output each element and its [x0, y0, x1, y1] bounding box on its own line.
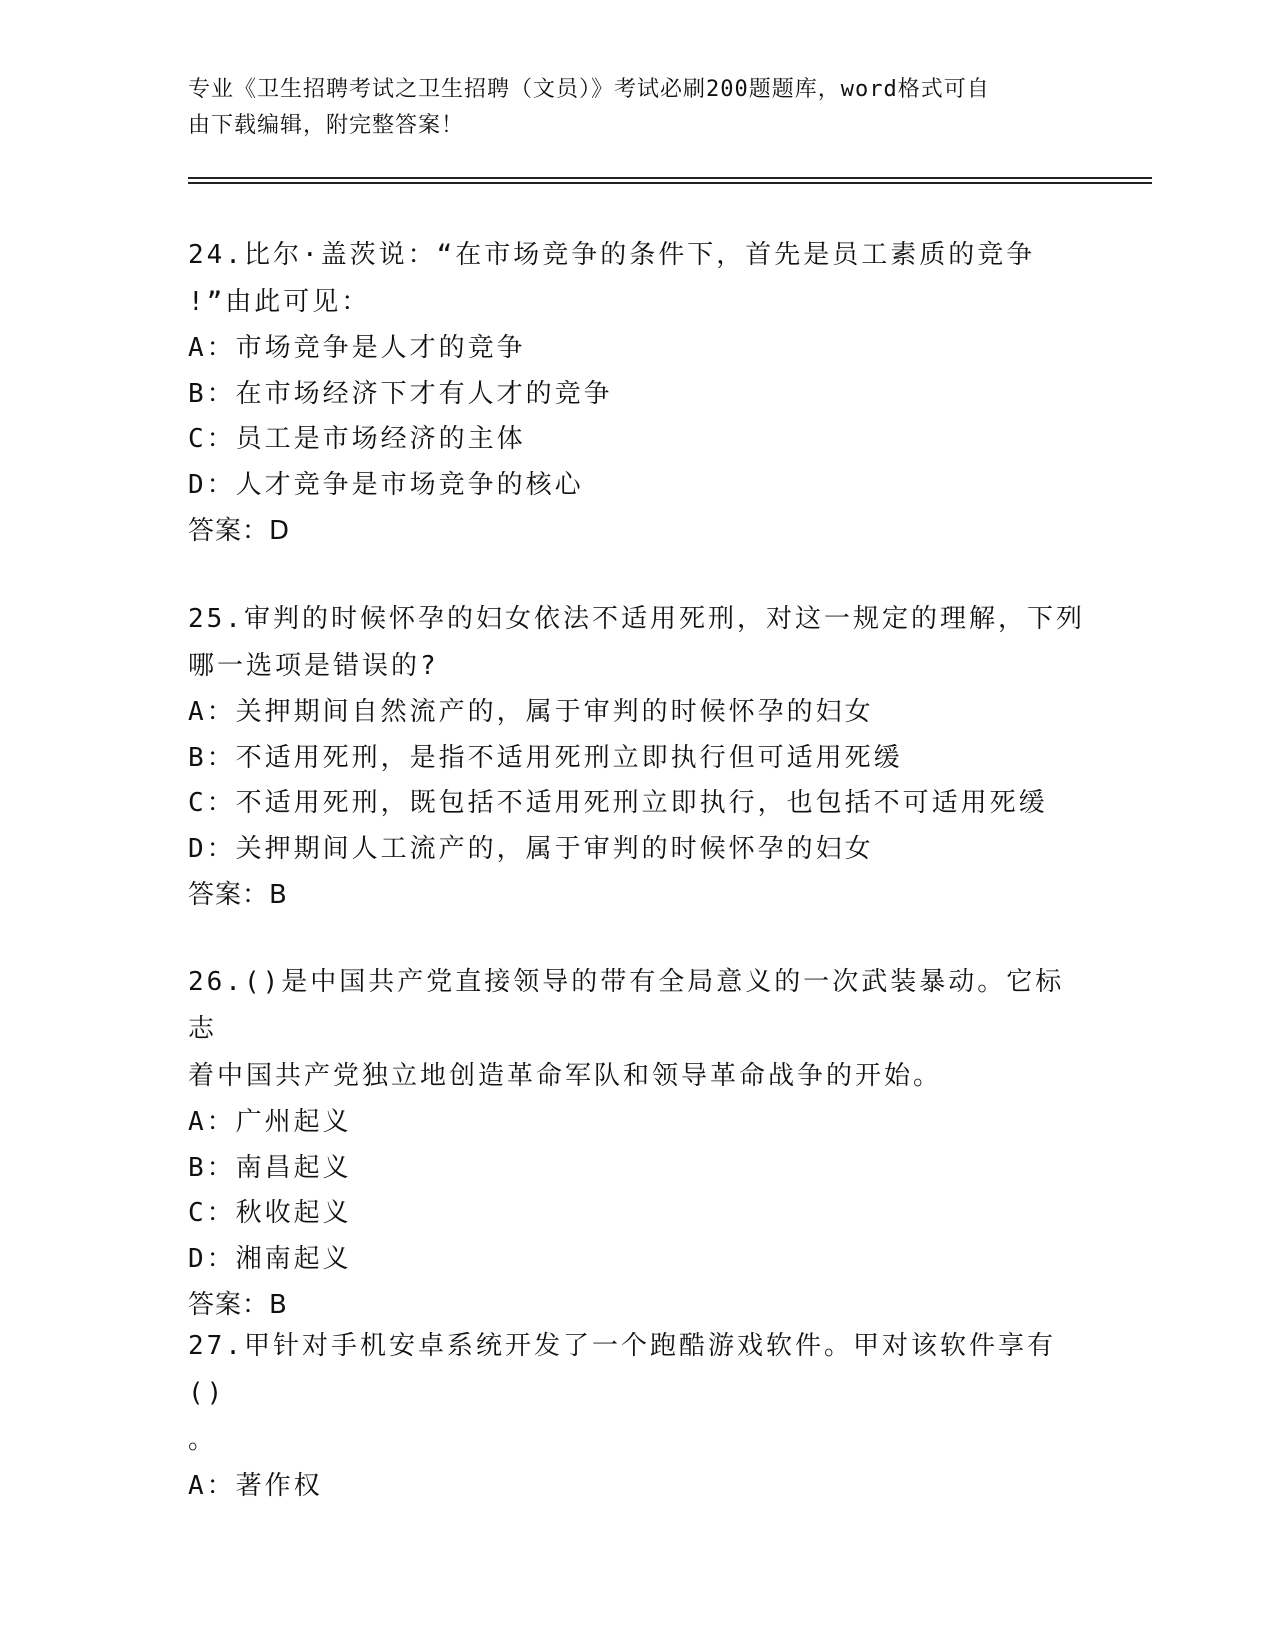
document-header	[188, 72, 1068, 144]
question-text	[188, 959, 1088, 1053]
answer: 答案：D	[188, 516, 291, 546]
question-27	[188, 1323, 1088, 1510]
question-text	[188, 1323, 1088, 1417]
question-text	[188, 232, 1088, 279]
answer: 答案：B	[188, 1290, 288, 1320]
question-number: 27.	[188, 1331, 244, 1361]
header-divider-bottom	[188, 182, 1152, 184]
option-c: C：员工是市场经济的主体	[188, 424, 526, 454]
answer: 答案：B	[188, 880, 288, 910]
header-line-1: 专业《卫生招聘考试之卫生招聘（文员）》考试必刷200题题库，word格式可自	[188, 77, 990, 102]
option-c: C：不适用死刑，既包括不适用死刑立即执行，也包括不可适用死缓	[188, 788, 1048, 818]
question-line: 甲针对手机安卓系统开发了一个跑酷游戏软件。甲对该软件享有()	[188, 1331, 1056, 1408]
header-line-2: 由下载编辑，附完整答案！	[188, 113, 465, 138]
option-d: D：湘南起义	[188, 1243, 352, 1274]
question-number: 24.	[188, 240, 244, 270]
question-26	[188, 959, 1088, 1329]
question-line: ()是中国共产党直接领导的带有全局意义的一次武装暴动。它标志	[188, 967, 1065, 1044]
option-a: A：著作权	[188, 1471, 323, 1501]
option-b: B：在市场经济下才有人才的竞争	[188, 378, 613, 409]
option-b: B：南昌起义	[188, 1152, 352, 1183]
question-24	[188, 232, 1088, 555]
option-b: B：不适用死刑，是指不适用死刑立即执行但可适用死缓	[188, 742, 903, 773]
question-line: 审判的时候怀孕的妇女依法不适用死刑，对这一规定的理解，下列	[243, 604, 1085, 634]
question-text-continued: 。	[188, 1425, 218, 1455]
question-text-continued: 着中国共产党独立地创造革命军队和领导革命战争的开始。	[188, 1061, 943, 1091]
question-25	[188, 596, 1088, 919]
option-a: A：市场竞争是人才的竞争	[188, 333, 526, 363]
question-text-continued: !”由此可见：	[188, 287, 371, 317]
question-text	[188, 596, 1088, 643]
option-d: D：人才竞争是市场竞争的核心	[188, 469, 584, 500]
header-divider-top	[188, 177, 1152, 179]
question-number: 25.	[188, 604, 244, 634]
question-number: 26.	[188, 967, 244, 997]
option-a: A：广州起义	[188, 1107, 352, 1137]
option-a: A：关押期间自然流产的，属于审判的时候怀孕的妇女	[188, 697, 874, 727]
option-d: D：关押期间人工流产的，属于审判的时候怀孕的妇女	[188, 833, 874, 864]
option-c: C：秋收起义	[188, 1198, 352, 1228]
question-text-continued: 哪一选项是错误的?	[188, 651, 439, 681]
question-line: 比尔·盖茨说：“在市场竞争的条件下，首先是员工素质的竞争	[243, 240, 1036, 270]
